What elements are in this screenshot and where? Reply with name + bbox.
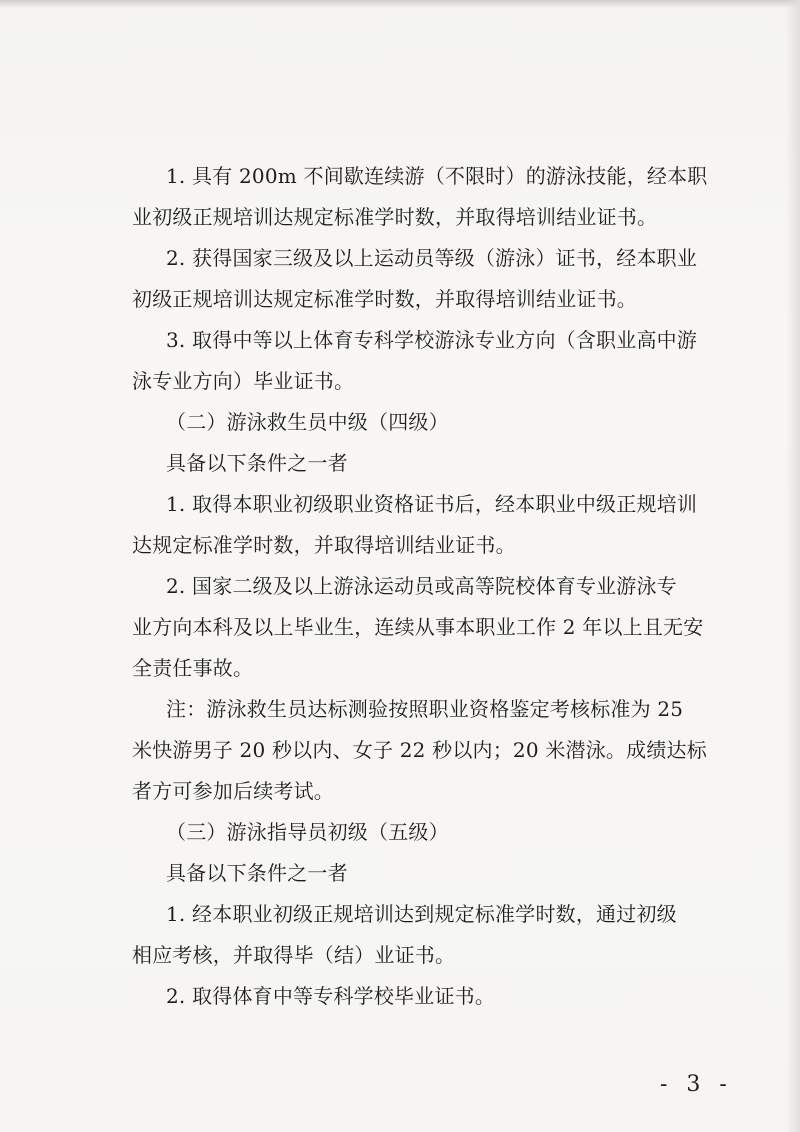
text-line: 1. 具有 200m 不间歇连续游（不限时）的游泳技能，经本职	[166, 164, 708, 188]
text-line: 2. 获得国家三级及以上运动员等级（游泳）证书，经本职业	[166, 246, 698, 270]
text-line: 泳专业方向）毕业证书。	[132, 369, 355, 393]
note-line: 米快游男子 20 秒以内、女子 22 秒以内；20 米潜泳。成绩达标	[132, 738, 707, 762]
text-line: 2. 国家二级及以上游泳运动员或高等院校体育专业游泳专	[166, 574, 677, 598]
text-line: 1. 经本职业初级正规培训达到规定标准学时数，通过初级	[166, 902, 677, 926]
text-line: 业初级正规培训达规定标准学时数，并取得培训结业证书。	[132, 205, 658, 229]
note-line: 注：游泳救生员达标测验按照职业资格鉴定考核标准为 25	[166, 697, 684, 721]
scan-edge	[786, 0, 800, 1132]
text-line: 1. 取得本职业初级职业资格证书后，经本职业中级正规培训	[166, 492, 698, 516]
note-line: 者方可参加后续考试。	[132, 779, 334, 803]
text-line: 具备以下条件之一者	[166, 451, 348, 475]
page-number: - 3 -	[660, 1072, 733, 1097]
text-line: 达规定标准学时数，并取得培训结业证书。	[132, 533, 516, 557]
text-line: 相应考核，并取得毕（结）业证书。	[132, 943, 456, 967]
text-line: 初级正规培训达规定标准学时数，并取得培训结业证书。	[132, 287, 637, 311]
text-line: 2. 取得体育中等专科学校毕业证书。	[166, 984, 496, 1008]
text-line: 业方向本科及以上毕业生，连续从事本职业工作 2 年以上且无安	[132, 615, 704, 639]
text-line: 具备以下条件之一者	[166, 861, 348, 885]
text-line: 全责任事故。	[132, 656, 254, 680]
scan-edge	[0, 0, 800, 8]
section-heading: （三）游泳指导员初级（五级）	[166, 820, 449, 844]
text-line: 3. 取得中等以上体育专科学校游泳专业方向（含职业高中游	[166, 328, 698, 352]
section-heading: （二）游泳救生员中级（四级）	[166, 410, 449, 434]
